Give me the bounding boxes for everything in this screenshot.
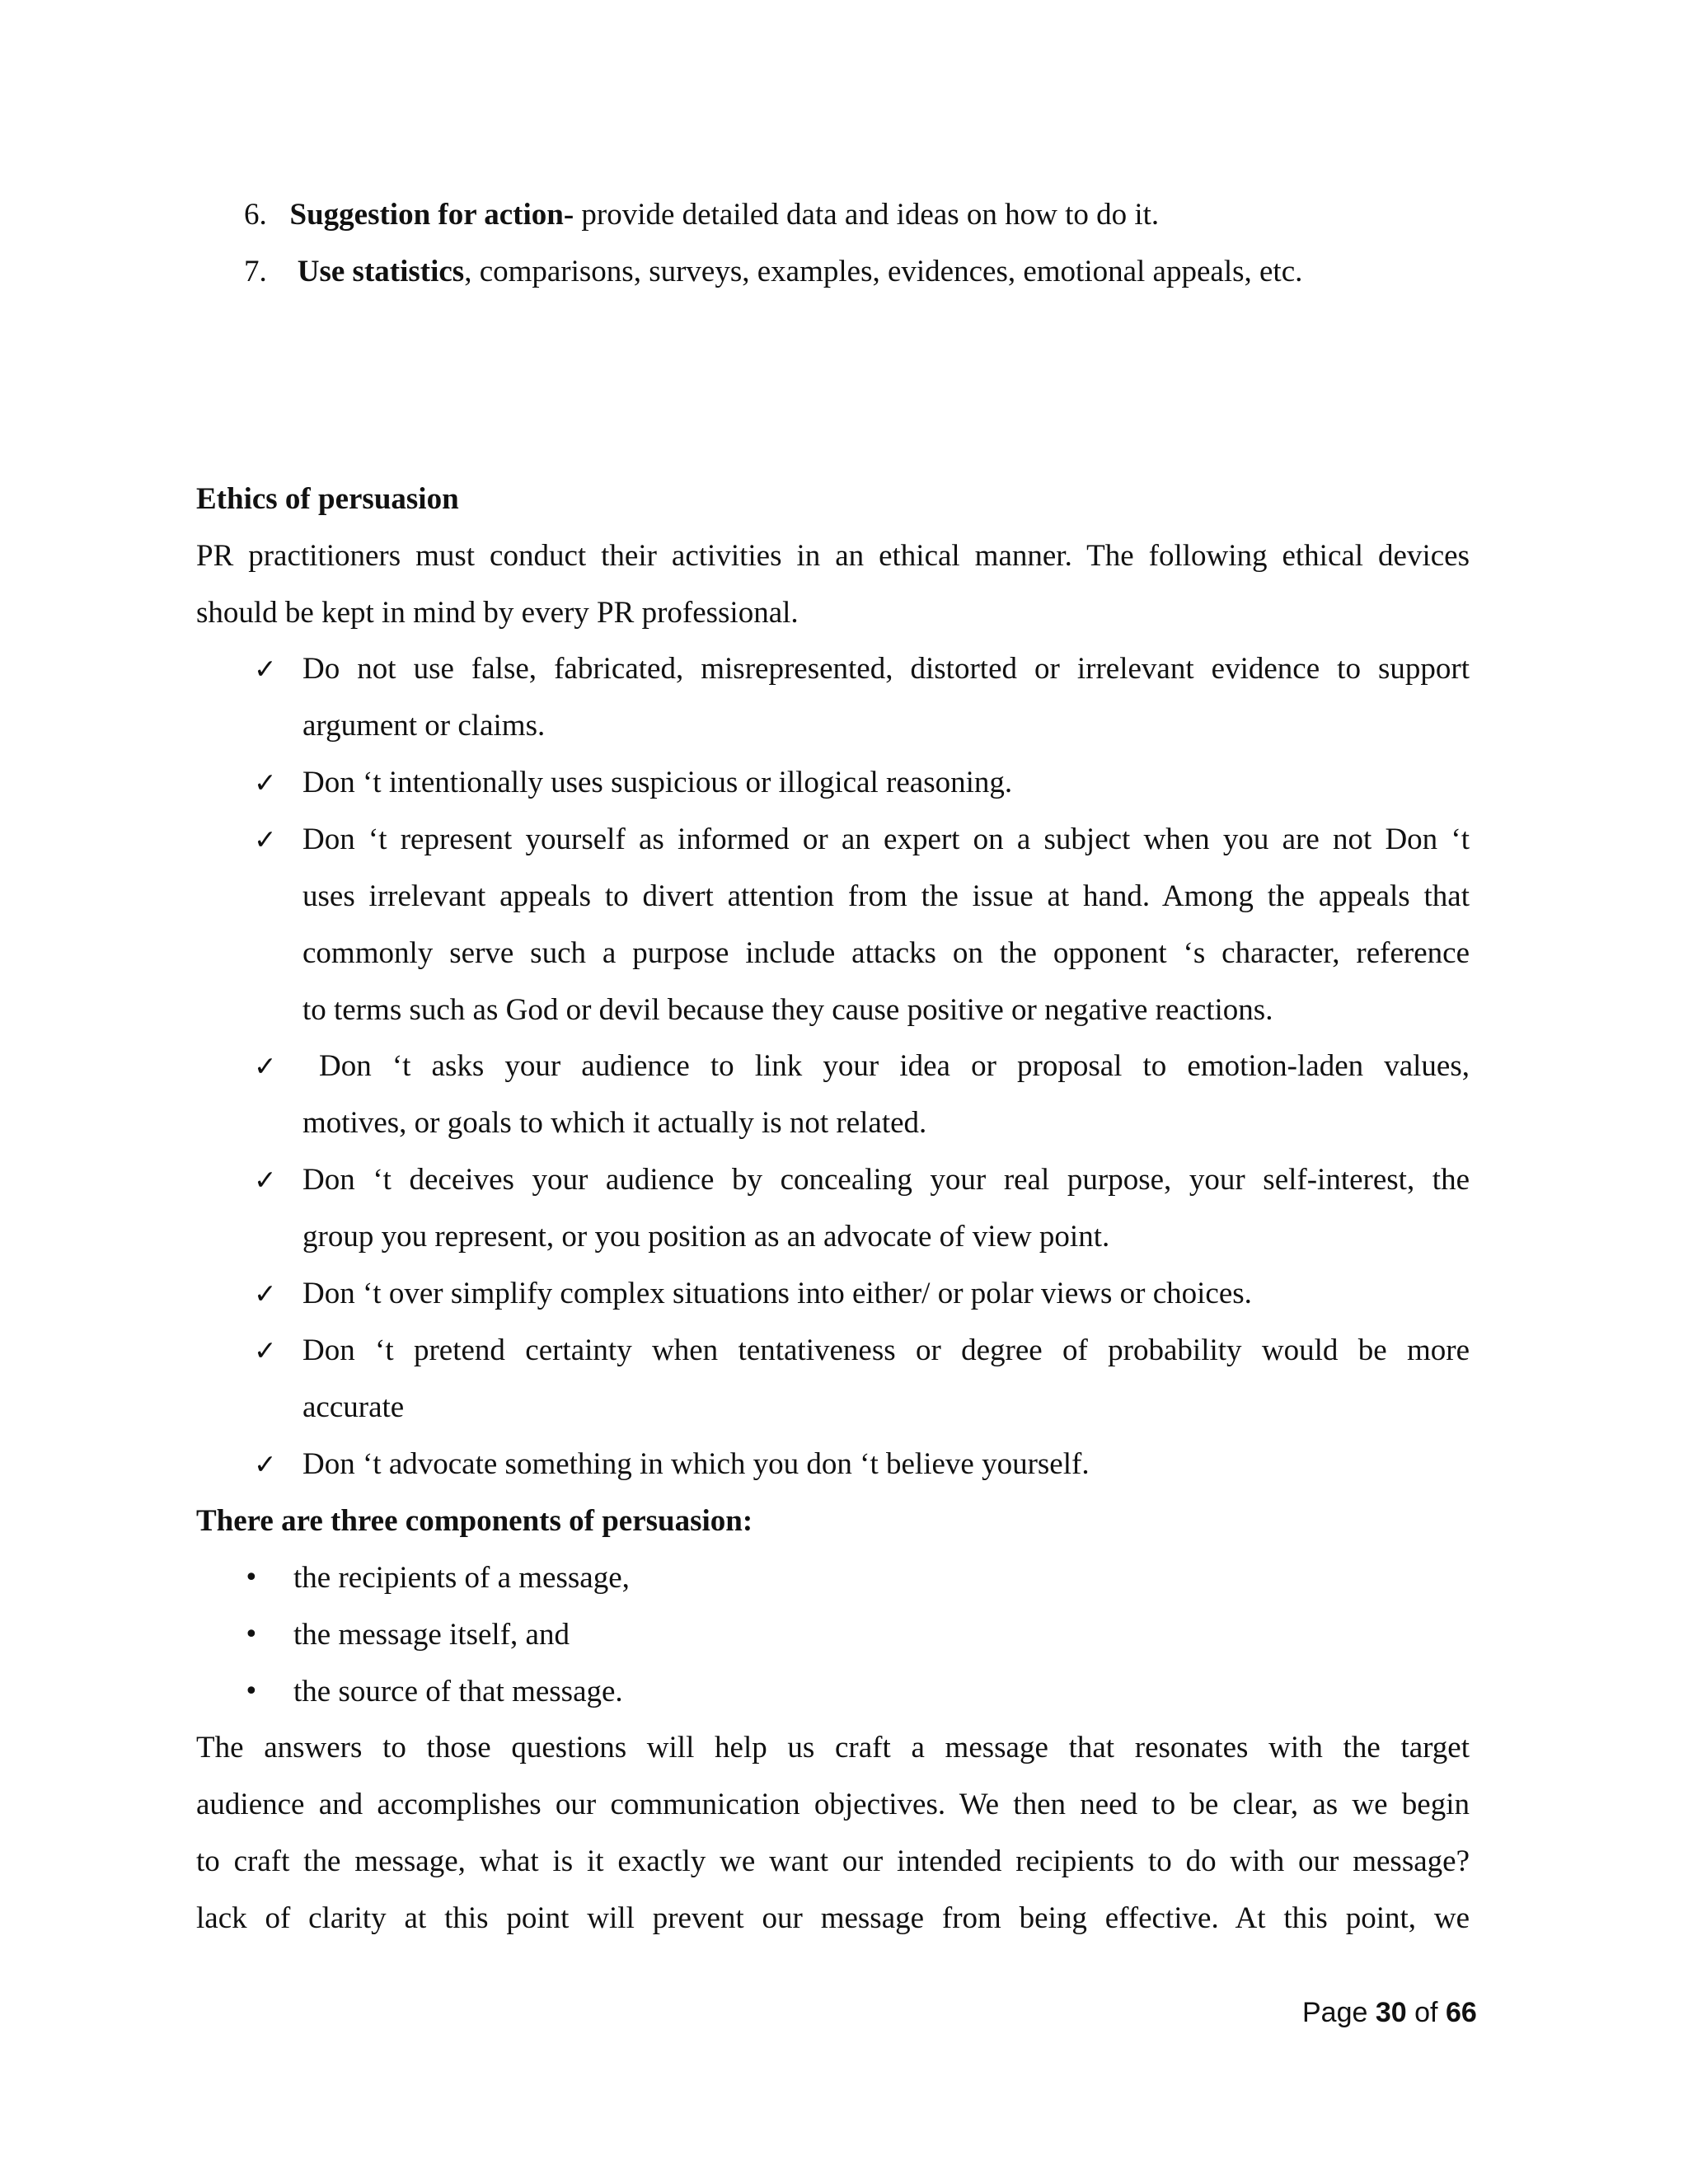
closing-paragraph-line: to craft the message, what is it exactly we want our intended recipients to do with our message? — [196, 1844, 1470, 1878]
bullet-icon: • — [244, 1677, 259, 1706]
component-item: the recipients of a message, — [293, 1561, 630, 1595]
check-item-text: group you represent, or you position as an advocate of view point. — [302, 1220, 1110, 1254]
list-number: 6. — [244, 198, 267, 232]
checkmark-icon: ✓ — [254, 1164, 277, 1196]
closing-paragraph-line: lack of clarity at this point will prevent our message from being effective. At this point, we — [196, 1901, 1470, 1935]
list-number: 7. — [244, 255, 267, 288]
check-item-text: motives, or goals to which it actually is not related. — [302, 1106, 927, 1140]
bullet-icon: • — [244, 1620, 259, 1649]
current-page-number: 30 — [1375, 1997, 1407, 2028]
check-item-text: Don ‘t intentionally uses suspicious or illogical reasoning. — [302, 766, 1013, 799]
checkmark-icon: ✓ — [254, 653, 277, 685]
check-item-text: Do not use false, fabricated, misrepresented, distorted or irrelevant evidence to support — [302, 652, 1470, 686]
checkmark-icon: ✓ — [254, 1050, 277, 1082]
ethics-heading: Ethics of persuasion — [196, 482, 459, 516]
closing-paragraph-line: The answers to those questions will help us craft a message that resonates with the target — [196, 1731, 1470, 1765]
check-item-text: accurate — [302, 1390, 405, 1424]
components-heading: There are three components of persuasion: — [196, 1504, 753, 1538]
check-item-text: Don ‘t represent yourself as informed or an expert on a subject when you are not Don ‘t — [302, 823, 1470, 856]
of-word: of — [1414, 1997, 1438, 2028]
ethics-intro-line-2: should be kept in mind by every PR professional. — [196, 596, 799, 630]
page-number-footer — [1302, 1993, 1477, 2032]
component-item: the source of that message. — [293, 1675, 623, 1708]
item-text: , comparisons, surveys, examples, evidences, emotional appeals, etc. — [464, 255, 1303, 288]
check-item-text: Don ‘t over simplify complex situations into either/ or polar views or choices. — [302, 1277, 1252, 1310]
ethics-intro-line-1: PR practitioners must conduct their activities in an ethical manner. The following ethical devices — [196, 539, 1470, 573]
total-pages-number: 66 — [1445, 1997, 1477, 2028]
check-item-text: Don ‘t pretend certainty when tentativeness or degree of probability would be more — [302, 1333, 1470, 1367]
checkmark-icon: ✓ — [254, 1277, 277, 1310]
checkmark-icon: ✓ — [254, 766, 277, 799]
check-item-text: uses irrelevant appeals to divert attention from the issue at hand. Among the appeals that — [302, 879, 1470, 913]
numbered-item-7 — [244, 252, 1302, 292]
check-item-text: Don ‘t advocate something in which you don ‘t believe yourself. — [302, 1447, 1090, 1481]
bullet-icon: • — [244, 1563, 259, 1592]
check-item-text: Don ‘t deceives your audience by concealing your real purpose, your self-interest, the — [302, 1163, 1470, 1197]
check-item-text: to terms such as God or devil because they cause positive or negative reactions. — [302, 993, 1273, 1027]
check-item-text: Don ‘t asks your audience to link your idea or proposal to emotion-laden values, — [319, 1049, 1470, 1083]
item-bold-label: Suggestion for action- — [289, 198, 574, 232]
component-item: the message itself, and — [293, 1618, 570, 1652]
check-item-text: commonly serve such a purpose include attacks on the opponent ‘s character, reference — [302, 936, 1470, 970]
checkmark-icon: ✓ — [254, 823, 277, 855]
checkmark-icon: ✓ — [254, 1334, 277, 1366]
checkmark-icon: ✓ — [254, 1448, 277, 1480]
numbered-item-6 — [244, 195, 1159, 235]
item-bold-label: Use statistics — [297, 255, 465, 288]
page-word: Page — [1302, 1997, 1368, 2028]
check-item-text: argument or claims. — [302, 709, 546, 743]
closing-paragraph-line: audience and accomplishes our communication objectives. We then need to be clear, as we begin — [196, 1788, 1470, 1821]
item-text: provide detailed data and ideas on how to do it. — [574, 198, 1160, 232]
